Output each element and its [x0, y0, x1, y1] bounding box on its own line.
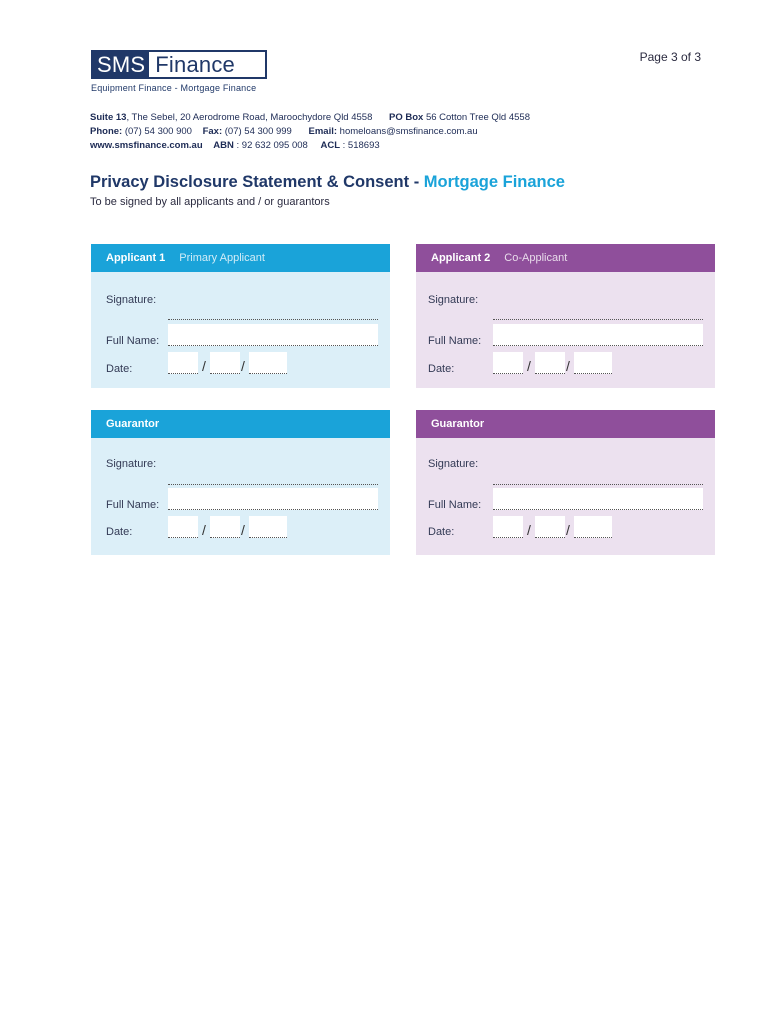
applicant-2-card	[416, 244, 715, 388]
date-month-field[interactable]	[535, 516, 565, 538]
card-header	[91, 410, 390, 438]
full-name-label: Full Name:	[428, 335, 482, 347]
signature-label: Signature:	[428, 294, 479, 306]
date-separator: /	[241, 358, 245, 374]
signature-label: Signature:	[106, 458, 157, 470]
pobox-address: 56 Cotton Tree Qld 4558	[423, 112, 530, 123]
phone-label: Phone:	[90, 126, 123, 137]
title-main: Privacy Disclosure Statement & Consent -	[90, 173, 424, 191]
guarantor-1-card	[91, 410, 390, 555]
date-separator: /	[566, 522, 570, 538]
signature-line[interactable]	[168, 484, 378, 485]
date-label: Date:	[106, 363, 133, 375]
card-title: Guarantor	[106, 418, 160, 430]
page-title	[90, 173, 565, 192]
card-title: Applicant 1	[106, 252, 166, 264]
email-label: Email:	[308, 126, 338, 137]
title-accent: Mortgage Finance	[423, 173, 565, 191]
card-subtitle: Primary Applicant	[179, 252, 265, 264]
full-name-field[interactable]	[168, 324, 378, 346]
signature-line[interactable]	[493, 319, 703, 320]
card-body	[416, 272, 715, 388]
full-name-field[interactable]	[493, 324, 703, 346]
applicant-1-card	[91, 244, 390, 388]
full-name-field[interactable]	[493, 488, 703, 510]
date-year-field[interactable]	[249, 352, 287, 374]
card-subtitle: Co-Applicant	[504, 252, 568, 264]
date-separator: /	[202, 358, 206, 374]
abn-label: ABN	[213, 140, 234, 151]
suite-address: , The Sebel, 20 Aerodrome Road, Maroochydore Qld 4558	[126, 112, 373, 123]
pobox-label: PO Box	[389, 112, 424, 123]
date-separator: /	[566, 358, 570, 374]
date-month-field[interactable]	[210, 516, 240, 538]
website-link[interactable]: www.smsfinance.com.au	[90, 140, 203, 151]
contact-details	[90, 111, 530, 153]
card-title: Applicant 2	[431, 252, 491, 264]
email-address[interactable]: homeloans@smsfinance.com.au	[337, 126, 478, 137]
date-day-field[interactable]	[493, 352, 523, 374]
full-name-field[interactable]	[168, 488, 378, 510]
contact-web-row	[90, 139, 530, 153]
date-month-field[interactable]	[210, 352, 240, 374]
logo-sms: SMS	[93, 52, 149, 77]
signature-line[interactable]	[493, 484, 703, 485]
full-name-label: Full Name:	[428, 499, 482, 511]
contact-address-row	[90, 111, 530, 125]
date-separator: /	[527, 358, 531, 374]
page-subtitle: To be signed by all applicants and / or guarantors	[90, 196, 330, 208]
card-title: Guarantor	[431, 418, 485, 430]
logo-tagline: Equipment Finance - Mortgage Finance	[91, 83, 257, 93]
full-name-label: Full Name:	[106, 499, 160, 511]
card-header	[91, 244, 390, 272]
full-name-label: Full Name:	[106, 335, 160, 347]
signature-label: Signature:	[106, 294, 157, 306]
fax-label: Fax:	[202, 126, 223, 137]
card-header	[416, 244, 715, 272]
date-separator: /	[241, 522, 245, 538]
date-year-field[interactable]	[574, 516, 612, 538]
logo-box	[91, 50, 267, 79]
card-header	[416, 410, 715, 438]
acl-label: ACL	[320, 140, 341, 151]
fax-number: (07) 54 300 999	[222, 126, 292, 137]
phone-number: (07) 54 300 900	[122, 126, 192, 137]
date-month-field[interactable]	[535, 352, 565, 374]
date-day-field[interactable]	[168, 352, 198, 374]
signature-label: Signature:	[428, 458, 479, 470]
date-day-field[interactable]	[493, 516, 523, 538]
guarantor-2-card	[416, 410, 715, 555]
date-year-field[interactable]	[574, 352, 612, 374]
abn-number: : 92 632 095 008	[233, 140, 308, 151]
suite-label: Suite 13	[90, 112, 127, 123]
date-label: Date:	[428, 363, 455, 375]
acl-number: : 518693	[340, 140, 380, 151]
logo-finance: Finance	[155, 52, 235, 77]
card-body	[91, 438, 390, 555]
date-label: Date:	[428, 526, 455, 538]
date-year-field[interactable]	[249, 516, 287, 538]
date-label: Date:	[106, 526, 133, 538]
date-separator: /	[202, 522, 206, 538]
contact-phone-row	[90, 125, 530, 139]
signature-line[interactable]	[168, 319, 378, 320]
page-number: Page 3 of 3	[639, 50, 701, 64]
card-body	[91, 272, 390, 388]
company-logo	[91, 50, 267, 93]
date-separator: /	[527, 522, 531, 538]
date-day-field[interactable]	[168, 516, 198, 538]
card-body	[416, 438, 715, 555]
